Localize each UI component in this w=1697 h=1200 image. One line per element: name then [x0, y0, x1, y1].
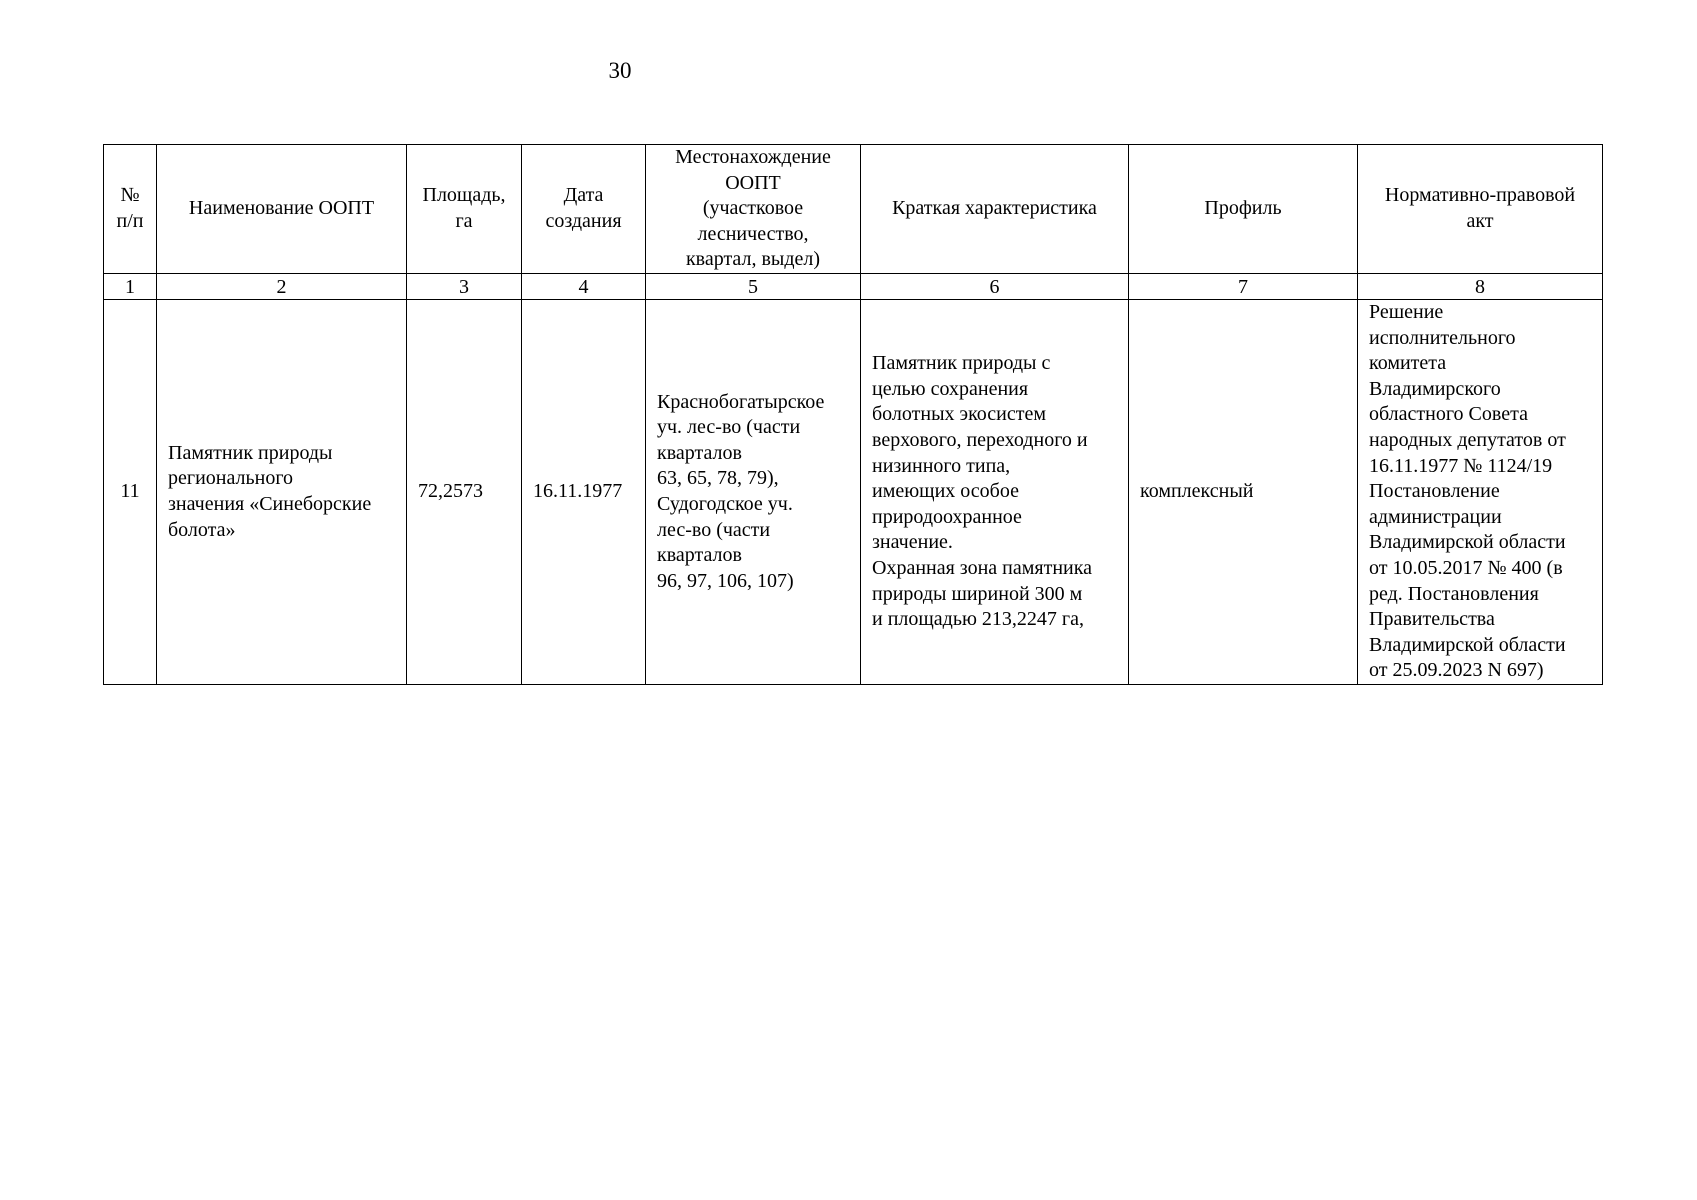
header-description: Краткая характеристика [861, 145, 1129, 274]
column-number-6: 6 [861, 274, 1129, 300]
column-number-7: 7 [1129, 274, 1358, 300]
column-number-4: 4 [522, 274, 646, 300]
oopt-table [103, 144, 1603, 685]
cell-name: Памятник природы регионального значения «Синеборские болота» [157, 300, 407, 685]
header-date: Дата создания [522, 145, 646, 274]
cell-area: 72,2573 [407, 300, 522, 685]
column-number-8: 8 [1358, 274, 1603, 300]
header-location: Местонахождение ООПТ (участковое лесничество, квартал, выдел) [646, 145, 861, 274]
header-number: № п/п [104, 145, 157, 274]
column-number-5: 5 [646, 274, 861, 300]
cell-location: Краснобогатырское уч. лес-во (части кварталов 63, 65, 78, 79), Судогодское уч. лес-во (части кварталов 96, 97, 106, 107) [646, 300, 861, 685]
cell-profile: комплексный [1129, 300, 1358, 685]
page-number: 30 [608, 58, 632, 83]
table-row [104, 300, 1603, 685]
column-number-2: 2 [157, 274, 407, 300]
header-area: Площадь, га [407, 145, 522, 274]
header-name: Наименование ООПТ [157, 145, 407, 274]
column-number-1: 1 [104, 274, 157, 300]
column-numbers-row [104, 274, 1603, 300]
table-header-row [104, 145, 1603, 274]
column-number-3: 3 [407, 274, 522, 300]
cell-description: Памятник природы с целью сохранения болотных экосистем верхового, переходного и низинного типа, имеющих особое природоохранное значение. Охранная зона памятника природы шириной 300 м и площадью 213,2247 га, [861, 300, 1129, 685]
header-act: Нормативно-правовой акт [1358, 145, 1603, 274]
header-profile: Профиль [1129, 145, 1358, 274]
cell-date: 16.11.1977 [522, 300, 646, 685]
cell-act: Решение исполнительного комитета Владимирского областного Совета народных депутатов от 16.11.1977 № 1124/19 Постановление администрации Владимирской области от 10.05.2017 № 400 (в ред. Постановления Правительства Владимирской области от 25.09.2023 N 697) [1358, 300, 1603, 685]
cell-number: 11 [104, 300, 157, 685]
